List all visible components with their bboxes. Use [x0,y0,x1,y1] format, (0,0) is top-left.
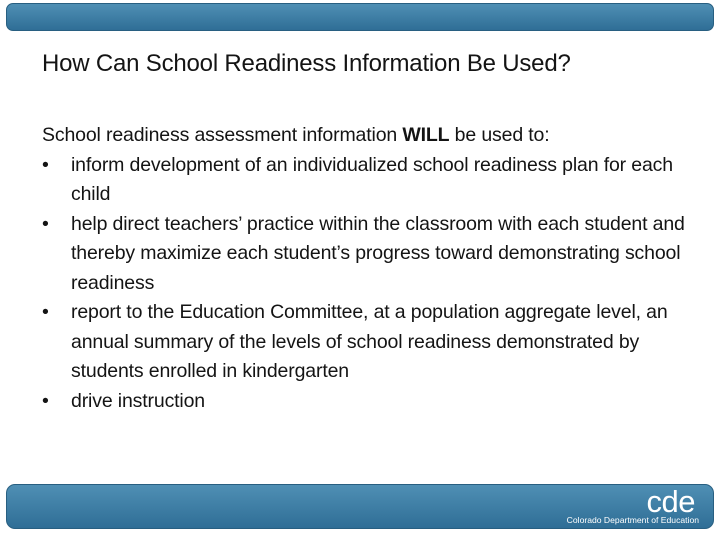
cde-logo-mark: cde [646,484,695,519]
slide-title: How Can School Readiness Information Be Used? [42,50,571,77]
intro-line [42,121,692,151]
bullet-text: report to the Education Committee, at a population aggregate level, an annual summary of the levels of school readiness demonstrated by students enrolled in kindergarten [71,301,668,382]
bullet-icon: • [42,301,49,323]
bullet-text: help direct teachers’ practice within the classroom with each student and thereby maximize each student’s progress toward demonstrating school readiness [71,212,685,294]
bullet-item [42,151,692,210]
bullet-item [42,387,692,417]
intro-prefix: School readiness assessment information [42,124,403,146]
bullet-item [42,210,692,299]
bullet-icon: • [42,212,49,235]
bullet-list [42,151,692,417]
cde-logo [541,484,701,528]
bullet-icon: • [42,389,49,412]
cde-logo-text: Colorado Department of Education [566,515,699,525]
intro-suffix: be used to: [449,124,550,146]
bullet-text: inform development of an individualized school readiness plan for each child [71,153,673,205]
footer-banner [6,484,714,529]
bullet-item [42,298,692,387]
bullet-icon: • [42,153,49,176]
intro-emphasis: WILL [402,124,450,146]
top-banner [6,3,714,31]
slide-body [42,121,692,416]
bullet-text: drive instruction [71,389,206,412]
